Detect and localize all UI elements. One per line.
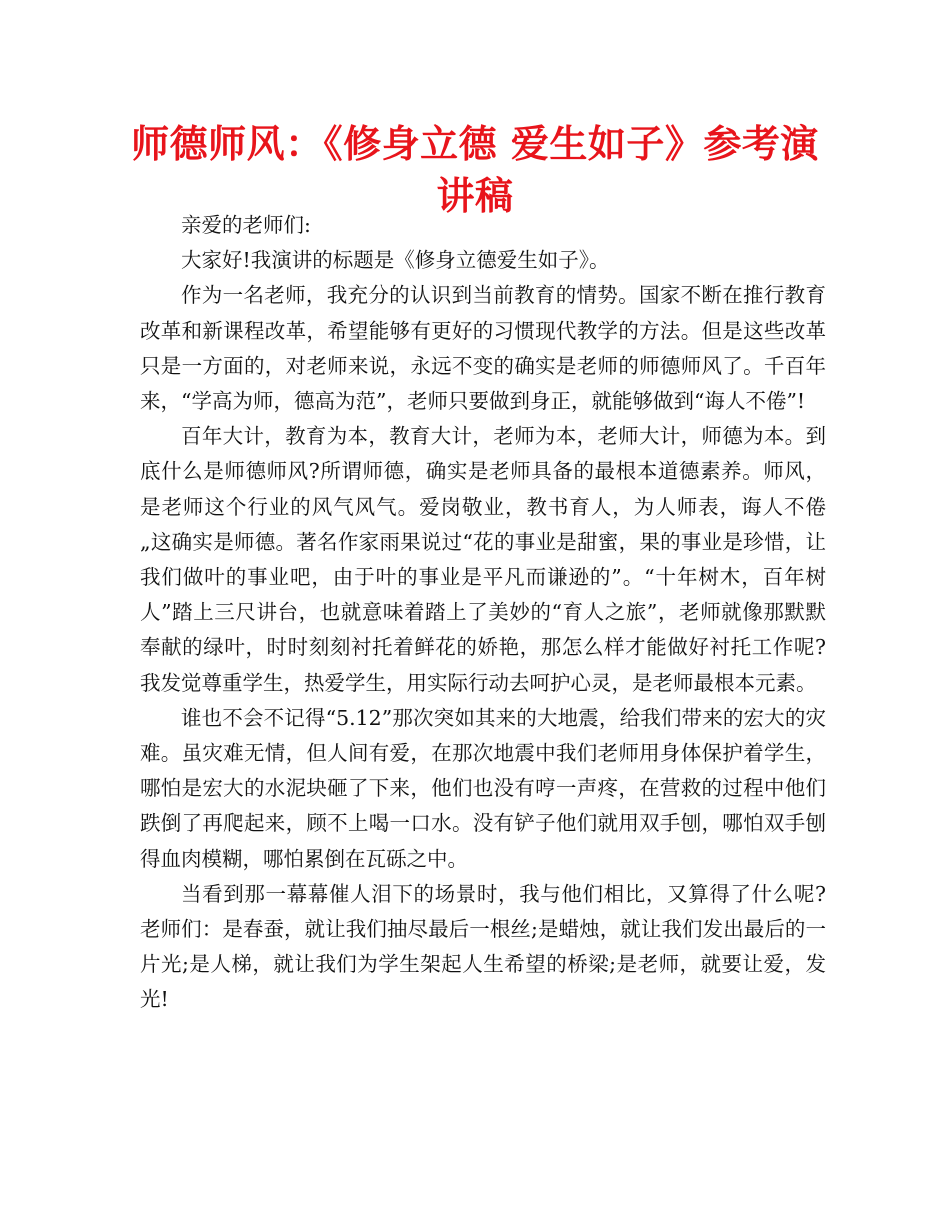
document-body [140,208,826,1018]
paragraph-greeting: 大家好!我演讲的标题是《修身立德爱生如子》。 [181,248,610,273]
document-title: 师德师风：《修身立德 爱生如子》参考演讲稿 [131,122,819,218]
paragraph-2: 百年大计，教育为本，教育大计，老师为本，老师大计，师德为本。到底什么是师德师风?所谓师德，确实是老师具备的最根本道德素养。师风，是老师这个行业的风气风气。爱岗敬业，教书育人，为人师表，诲人不倦„这确实是师德。著名作家雨果说过“花的事业是甜蜜，果的事业是珍惜，让我们做叶的事业吧，由于叶的事业是平凡而谦逊的”。“十年树木，百年树人”踏上三尺讲台，也就意味着踏上了美妙的“育人之旅”，老师就像那默默奉献的绿叶，时时刻刻衬托着鲜花的娇艳，那怎么样才能做好衬托工作呢?我发觉尊重学生，热爱学生，用实际行动去呵护心灵，是老师最根本元素。 [140,424,826,695]
paragraph-salutation: 亲爱的老师们: [181,213,311,237]
paragraph-3: 谁也不会不记得“5.12”那次突如其来的大地震，给我们带来的宏大的灾难。虽灾难无情，但人间有爱，在那次地震中我们老师用身体保护着学生，哪怕是宏大的水泥块砸了下来，他们也没有哼一声疼，在营救的过程中他们跌倒了再爬起来，顾不上喝一口水。没有铲子他们就用双手刨，哪怕双手刨得血肉模糊，哪怕累倒在瓦砾之中。 [140,705,826,871]
paragraph-1: 作为一名老师，我充分的认识到当前教育的情势。国家不断在推行教育改革和新课程改革，希望能够有更好的习惯现代教学的方法。但是这些改革只是一方面的，对老师来说，永远不变的确实是老师的师德师风了。千百年来，“学高为师，德高为范”，老师只要做到身正，就能够做到“诲人不倦”! [140,283,826,414]
paragraph-4: 当看到那一幕幕催人泪下的场景时，我与他们相比，又算得了什么呢?老师们：是春蚕，就让我们抽尽最后一根丝;是蜡烛，就让我们发出最后的一片光;是人梯，就让我们为学生架起人生希望的桥梁;是老师，就要让爱，发光! [140,881,826,1012]
